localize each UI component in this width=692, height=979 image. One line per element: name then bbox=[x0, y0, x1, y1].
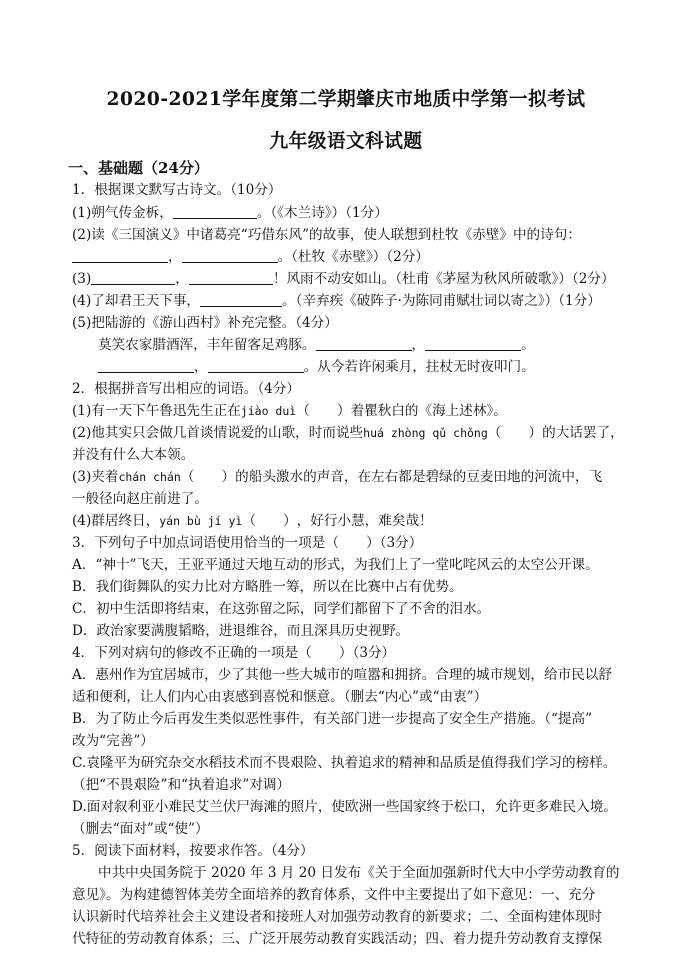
q1-s2-line2 bbox=[72, 248, 429, 266]
q3-option-b: B．我们街舞队的实力比对方略胜一筹，所以在比赛中占有优势。 bbox=[72, 579, 463, 595]
q4-option-d-line2: （删去“面对”或“使”） bbox=[72, 821, 209, 837]
q2-s4-line bbox=[72, 512, 433, 530]
answer-blank[interactable] bbox=[316, 337, 412, 351]
q1-s5-end: 。 bbox=[521, 337, 535, 353]
q1-s5-line1 bbox=[98, 336, 535, 354]
q2-s2-text-a: (2)他其实只会做几首谈情说爱的山歌，时而说些 bbox=[72, 425, 364, 441]
q2-s3-line bbox=[72, 468, 602, 486]
q2-s3-cont: 一般径向赵庄前进了。 bbox=[72, 491, 208, 507]
answer-blank[interactable] bbox=[72, 249, 168, 263]
q2-s1-text-a: (1)有一天下午鲁迅先生正在 bbox=[72, 403, 241, 419]
answer-blank[interactable] bbox=[208, 359, 304, 373]
answer-blank[interactable] bbox=[98, 359, 194, 373]
q1-s2-line1: (2)读《三国演义》中诸葛亮“巧借东风”的故事，使人联想到杜牧《赤壁》中的诗句： bbox=[72, 227, 581, 243]
q3-option-d: D．政治家要满腹韬略，进退维谷，而且深具历史视野。 bbox=[72, 623, 410, 639]
q1-s5-line2-b: 。从今若许闲乘月，拄杖无时夜叩门。 bbox=[303, 359, 535, 375]
answer-blank[interactable] bbox=[91, 271, 175, 285]
q1-s5-stem: (5)把陆游的《游山西村》补充完整。（4分） bbox=[72, 315, 338, 331]
q2-s4-text-b: ，好行小慧，难矣哉！ bbox=[296, 513, 433, 529]
answer-blank[interactable] bbox=[189, 271, 273, 285]
q5-paragraph-line2: 意见》。为构建德智体美劳全面培养的教育体系，文件中主要提出了如下意见：一、充分 bbox=[72, 887, 596, 903]
q1-s1-text-a: (1)朔气传金柝， bbox=[72, 205, 173, 221]
answer-blank[interactable] bbox=[173, 205, 257, 219]
q4-option-b-line2: 改为“完善”） bbox=[72, 733, 154, 749]
q2-s3-text-a: (3)夹着 bbox=[72, 469, 119, 485]
q1-s4-line bbox=[72, 292, 601, 310]
answer-paren[interactable]: （ ） bbox=[242, 513, 297, 529]
q5-paragraph-line1: 中共中央国务院于 2020 年 3 月 20 日发布《关于全面加强新时代大中小学劳动教育的 bbox=[98, 865, 620, 881]
q4-option-c-line2: （把“不畏艰险”和“执着追求”对调） bbox=[72, 777, 291, 793]
q1-s4-text-a: (4)了却君王天下事， bbox=[72, 293, 201, 309]
q2-stem: 2．根据拼音写出相应的词语。（4分） bbox=[72, 381, 300, 397]
q1-s2-sep: ， bbox=[168, 249, 182, 265]
q1-s3-line bbox=[72, 270, 615, 288]
pinyin: jiào duì bbox=[240, 404, 297, 418]
q2-s2-text-b: 的大话罢了， bbox=[542, 425, 624, 441]
q2-s1-line bbox=[72, 402, 507, 420]
pinyin: huá zhòng qǔ chǒng bbox=[363, 426, 488, 440]
answer-paren[interactable]: （ ） bbox=[296, 403, 351, 419]
answer-blank[interactable] bbox=[200, 293, 282, 307]
q3-stem: 3．下列句子中加点词语使用恰当的一项是（ ）（3分） bbox=[72, 535, 423, 551]
q1-s5-text: 莫笑农家腊酒浑，丰年留客足鸡豚。 bbox=[98, 337, 316, 353]
exam-title: 2020-2021学年度第二学期肇庆市地质中学第一拟考试 bbox=[106, 88, 586, 110]
q4-option-c-line1: C.袁隆平为研究杂交水稻技术而不畏艰险、执着追求的精神和品质是值得我们学习的榜样。 bbox=[72, 755, 617, 771]
q3-option-c: C．初中生活即将结束，在这弥留之际，同学们都留下了不舍的泪水。 bbox=[72, 601, 491, 617]
exam-subtitle: 九年级语文科试题 bbox=[269, 130, 423, 152]
q2-s2-line bbox=[72, 424, 624, 442]
answer-paren[interactable]: （ ） bbox=[487, 425, 543, 441]
q4-option-a-line1: A．惠州作为宜居城市，少了其他一些大城市的喧嚣和拥挤。合理的城市规划，给市民以舒 bbox=[72, 667, 612, 683]
q2-s2-cont: 并没有什么大本领。 bbox=[72, 447, 195, 463]
q1-s1-text-b: 。（《木兰诗》）（1分） bbox=[256, 205, 388, 221]
q1-s4-text-b: 。（辛弃疾《破阵子·为陈同甫赋壮词以寄之》）（1分） bbox=[282, 293, 601, 309]
answer-blank[interactable] bbox=[425, 337, 521, 351]
q4-option-a-line2: 适和便利，让人们内心由衷感到喜悦和惬意。（删去“内心”或“由衷”） bbox=[72, 689, 488, 705]
q1-s5-sep2: ， bbox=[194, 359, 208, 375]
q2-s4-text-a: (4)群居终日， bbox=[72, 513, 160, 529]
q1-s3-text-b: ！风雨不动安如山。（杜甫《茅屋为秋风所破歌》）（2分） bbox=[272, 271, 615, 287]
q4-option-d-line1: D.面对叙利亚小难民艾兰伏尸海滩的照片，使欧洲一些国家终于松口，允许更多难民入境。 bbox=[72, 799, 617, 815]
q2-s1-text-b: 着瞿秋白的《海上述林》。 bbox=[350, 403, 507, 419]
section-heading: 一、基础题（24分） bbox=[68, 159, 209, 177]
q5-paragraph-line3: 认识新时代培养社会主义建设者和接班人对加强劳动教育的新要求；二、全面构建体现时 bbox=[72, 909, 603, 925]
answer-blank[interactable] bbox=[182, 249, 278, 263]
pinyin: chán chán bbox=[118, 470, 181, 484]
q4-stem: 4．下列对病句的修改不正确的一项是（ ）（3分） bbox=[72, 645, 396, 661]
q5-paragraph-line4: 代特征的劳动教育体系；三、广泛开展劳动教育实践活动；四、着力提升劳动教育支撑保 bbox=[72, 931, 603, 947]
q1-stem: 1．根据课文默写古诗文。（10分） bbox=[72, 182, 282, 198]
q1-s3-text-a: (3) bbox=[72, 271, 92, 287]
q4-option-b-line1: B．为了防止今后再发生类似恶性事件，有关部门进一步提高了安全生产措施。（“提高” bbox=[72, 711, 593, 727]
q1-line1 bbox=[72, 204, 388, 222]
pinyin: yán bù jí yì bbox=[159, 514, 243, 528]
q1-s3-sep: ， bbox=[175, 271, 189, 287]
q1-s5-line2 bbox=[98, 358, 535, 376]
q1-s2-text-b: 。（杜牧《赤壁》）（2分） bbox=[277, 249, 429, 265]
q1-s5-sep: ， bbox=[411, 337, 426, 353]
q3-option-a: A．“神十”飞天，王亚平通过天地互动的形式，为我们上了一堂叱咤风云的太空公开课。 bbox=[72, 557, 599, 573]
q5-stem: 5．阅读下面材料，按要求作答。（4分） bbox=[72, 843, 314, 859]
answer-paren[interactable]: （ ） bbox=[180, 469, 236, 485]
q2-s3-text-b: 的船头激水的声音，在左右都是碧绿的豆麦田地的河流中，飞 bbox=[235, 469, 603, 485]
